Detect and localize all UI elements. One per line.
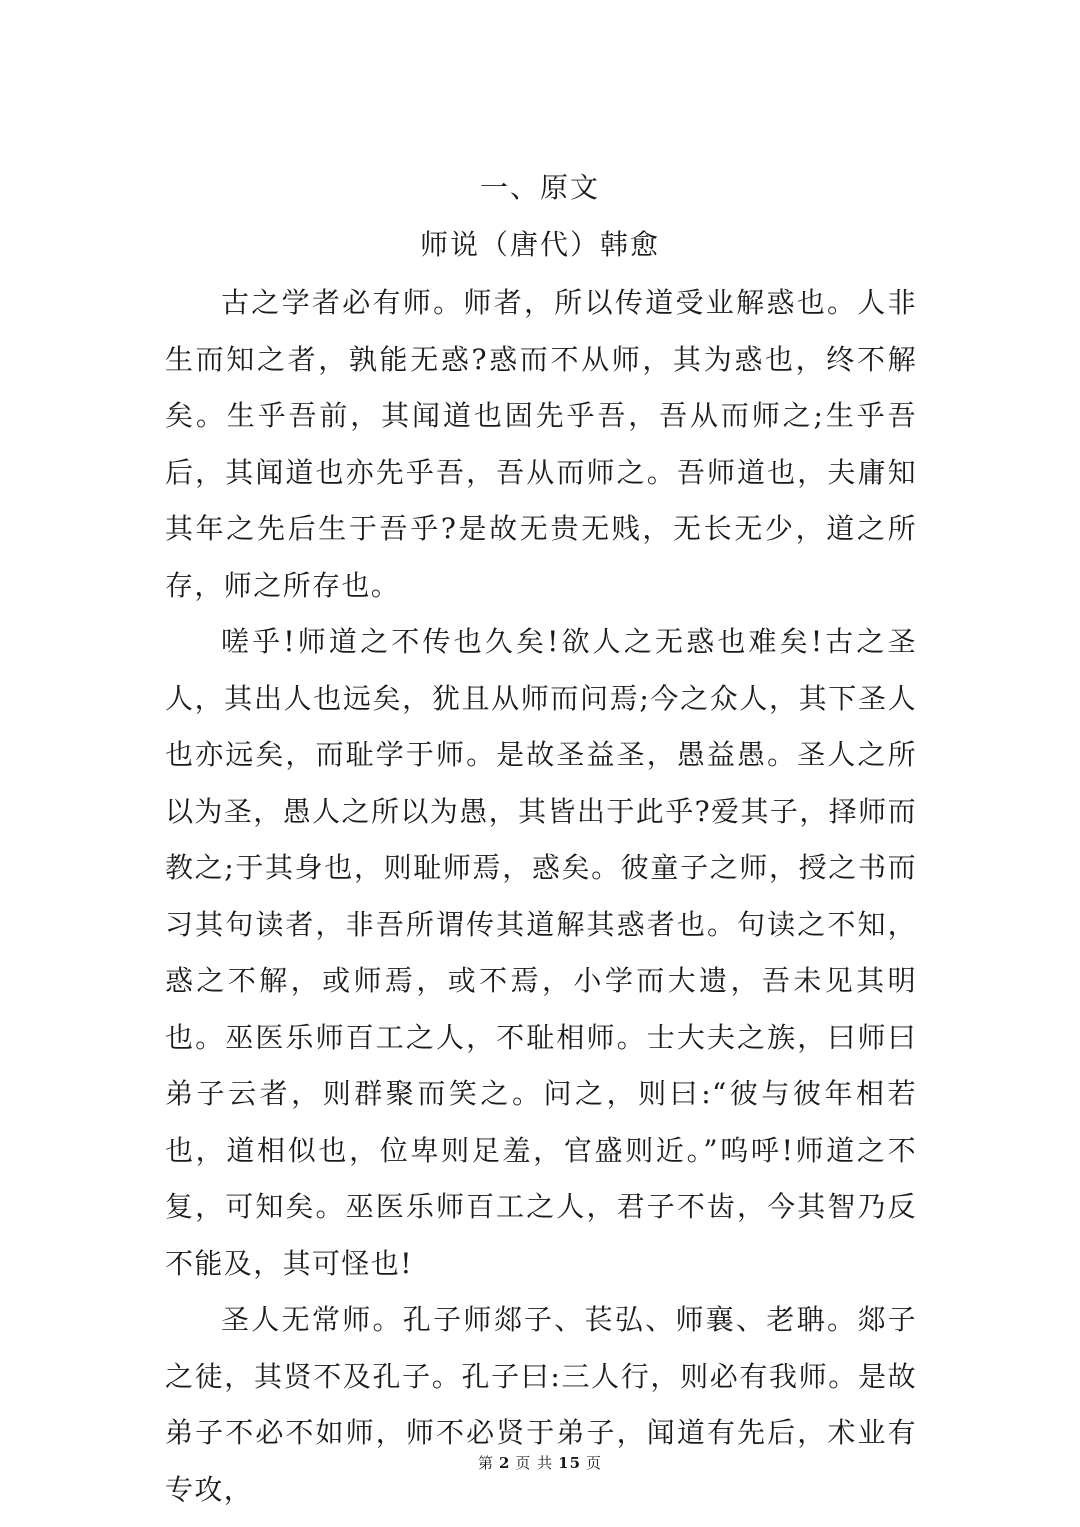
footer-middle: 页 共 — [515, 1454, 554, 1472]
footer-suffix: 页 — [586, 1454, 603, 1472]
paragraph-3: 圣人无常师。孔子师郯子、苌弘、师襄、老聃。郯子之徒，其贤不及孔子。孔子曰:三人行，则必有我师。是故弟子不必不如师，师不必贤于弟子，闻道有先后，术业有专攻， — [165, 1303, 917, 1506]
page-number: 2 — [498, 1454, 511, 1472]
document-title: 师说（唐代）韩愈 — [419, 228, 660, 261]
body-text — [165, 275, 917, 1518]
paragraph-2: 嗟乎!师道之不传也久矣!欲人之无惑也难矣!古之圣人，其出人也远矣，犹且从师而问焉;今之众人，其下圣人也亦远矣，而耻学于师。是故圣益圣，愚益愚。圣人之所以为圣，愚人之所以为愚，其皆出于此乎?爱其子，择师而教之;于其身也，则耻师焉，惑矣。彼童子之师，授之书而习其句读者，非吾所谓传其道解其惑者也。句读之不知，惑之不解，或师焉，或不焉，小学而大遗，吾未见其明也。巫医乐师百工之人，不耻相师。士大夫之族，曰师曰弟子云者，则群聚而笑之。问之，则曰:“彼与彼年相若也，道相似也，位卑则足羞，官盛则近。”呜呼!师道之不复，可知矣。巫医乐师百工之人，君子不齿，今其智乃反不能及，其可怪也! — [165, 625, 917, 1280]
page-footer — [0, 1452, 1080, 1474]
total-pages: 15 — [558, 1454, 582, 1472]
paragraph-1: 古之学者必有师。师者，所以传道受业解惑也。人非生而知之者，孰能无惑?惑而不从师，其为惑也，终不解矣。生乎吾前，其闻道也固先乎吾，吾从而师之;生乎吾后，其闻道也亦先乎吾，吾从而师之。吾师道也，夫庸知其年之先后生于吾乎?是故无贵无贱，无长无少，道之所存，师之所存也。 — [165, 286, 917, 602]
section-heading: 一、原文 — [479, 171, 600, 204]
footer-prefix: 第 — [477, 1454, 494, 1472]
